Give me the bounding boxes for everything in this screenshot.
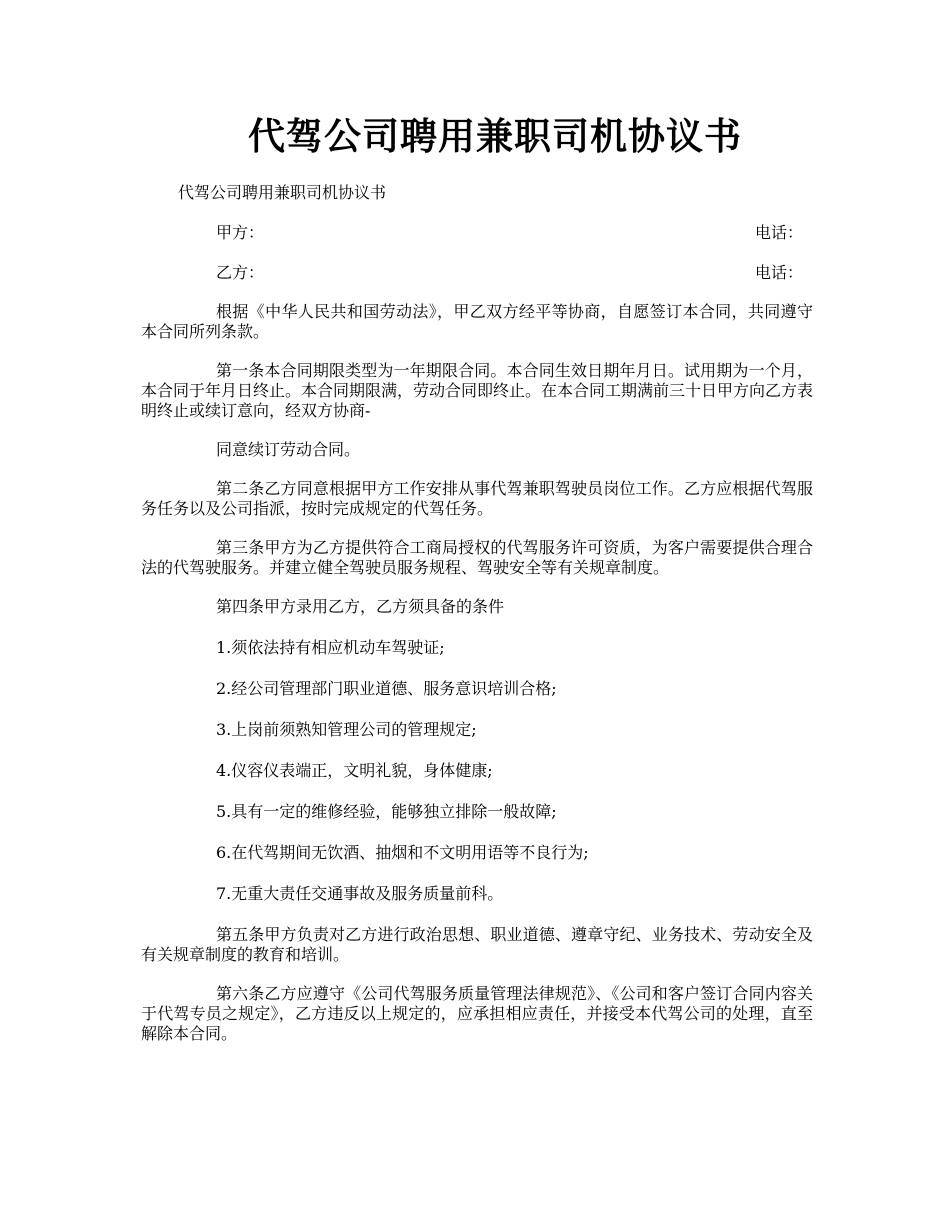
party-a-phone-label: 电话：	[755, 223, 804, 242]
condition-item-2: 2.经公司管理部门职业道德、服务意识培训合格;	[216, 679, 557, 698]
party-a-label: 甲方：	[216, 223, 265, 242]
condition-item-1: 1.须依法持有相应机动车驾驶证;	[216, 638, 445, 657]
party-b-phone-label: 电话：	[755, 263, 804, 282]
document-subtitle: 代驾公司聘用兼职司机协议书	[178, 183, 387, 202]
paragraph-article-4: 第四条甲方录用乙方，乙方须具备的条件	[216, 597, 505, 616]
condition-item-7: 7.无重大责任交通事故及服务质量前科。	[216, 884, 504, 903]
contract-body	[141, 302, 813, 1063]
paragraph-intro: 根据《中华人民共和国劳动法》，甲乙双方经平等协商，自愿签订本合同，共同遵守本合同所列条款。	[141, 302, 813, 341]
paragraph-article-3: 第三条甲方为乙方提供符合工商局授权的代驾服务许可资质，为客户需要提供合理合法的代驾驶服务。并建立健全驾驶员服务规程、驾驶安全等有关规章制度。	[141, 538, 813, 577]
paragraph-article-6: 第六条乙方应遵守《公司代驾服务质量管理法律规范》、《公司和客户签订合同内容关于代驾专员之规定》，乙方违反以上规定的，应承担相应责任，并接受本代驾公司的处理，直至解除本合同。	[141, 984, 813, 1043]
paragraph-article-2: 第二条乙方同意根据甲方工作安排从事代驾兼职驾驶员岗位工作。乙方应根据代驾服务任务以及公司指派，按时完成规定的代驾任务。	[141, 479, 813, 518]
paragraph-article-1: 第一条本合同期限类型为一年期限合同。本合同生效日期年月日。试用期为一个月，本合同于年月日终止。本合同期限满，劳动合同即终止。在本合同工期满前三十日甲方向乙方表明终止或续订意向，经双方协商-	[141, 361, 814, 420]
paragraph-article-1-cont: 同意续订劳动合同。	[216, 440, 361, 459]
condition-item-5: 5.具有一定的维修经验，能够独立排除一般故障;	[216, 802, 557, 821]
condition-item-6: 6.在代驾期间无饮酒、抽烟和不文明用语等不良行为;	[216, 843, 589, 862]
paragraph-article-5: 第五条甲方负责对乙方进行政治思想、职业道德、遵章守纪、业务技术、劳动安全及有关规章制度的教育和培训。	[141, 925, 813, 964]
document-title: 代驾公司聘用兼职司机协议书	[248, 114, 742, 158]
condition-item-4: 4.仪容仪表端正，文明礼貌，身体健康;	[216, 761, 493, 780]
party-b-label: 乙方：	[216, 263, 265, 282]
condition-item-3: 3.上岗前须熟知管理公司的管理规定;	[216, 720, 477, 739]
